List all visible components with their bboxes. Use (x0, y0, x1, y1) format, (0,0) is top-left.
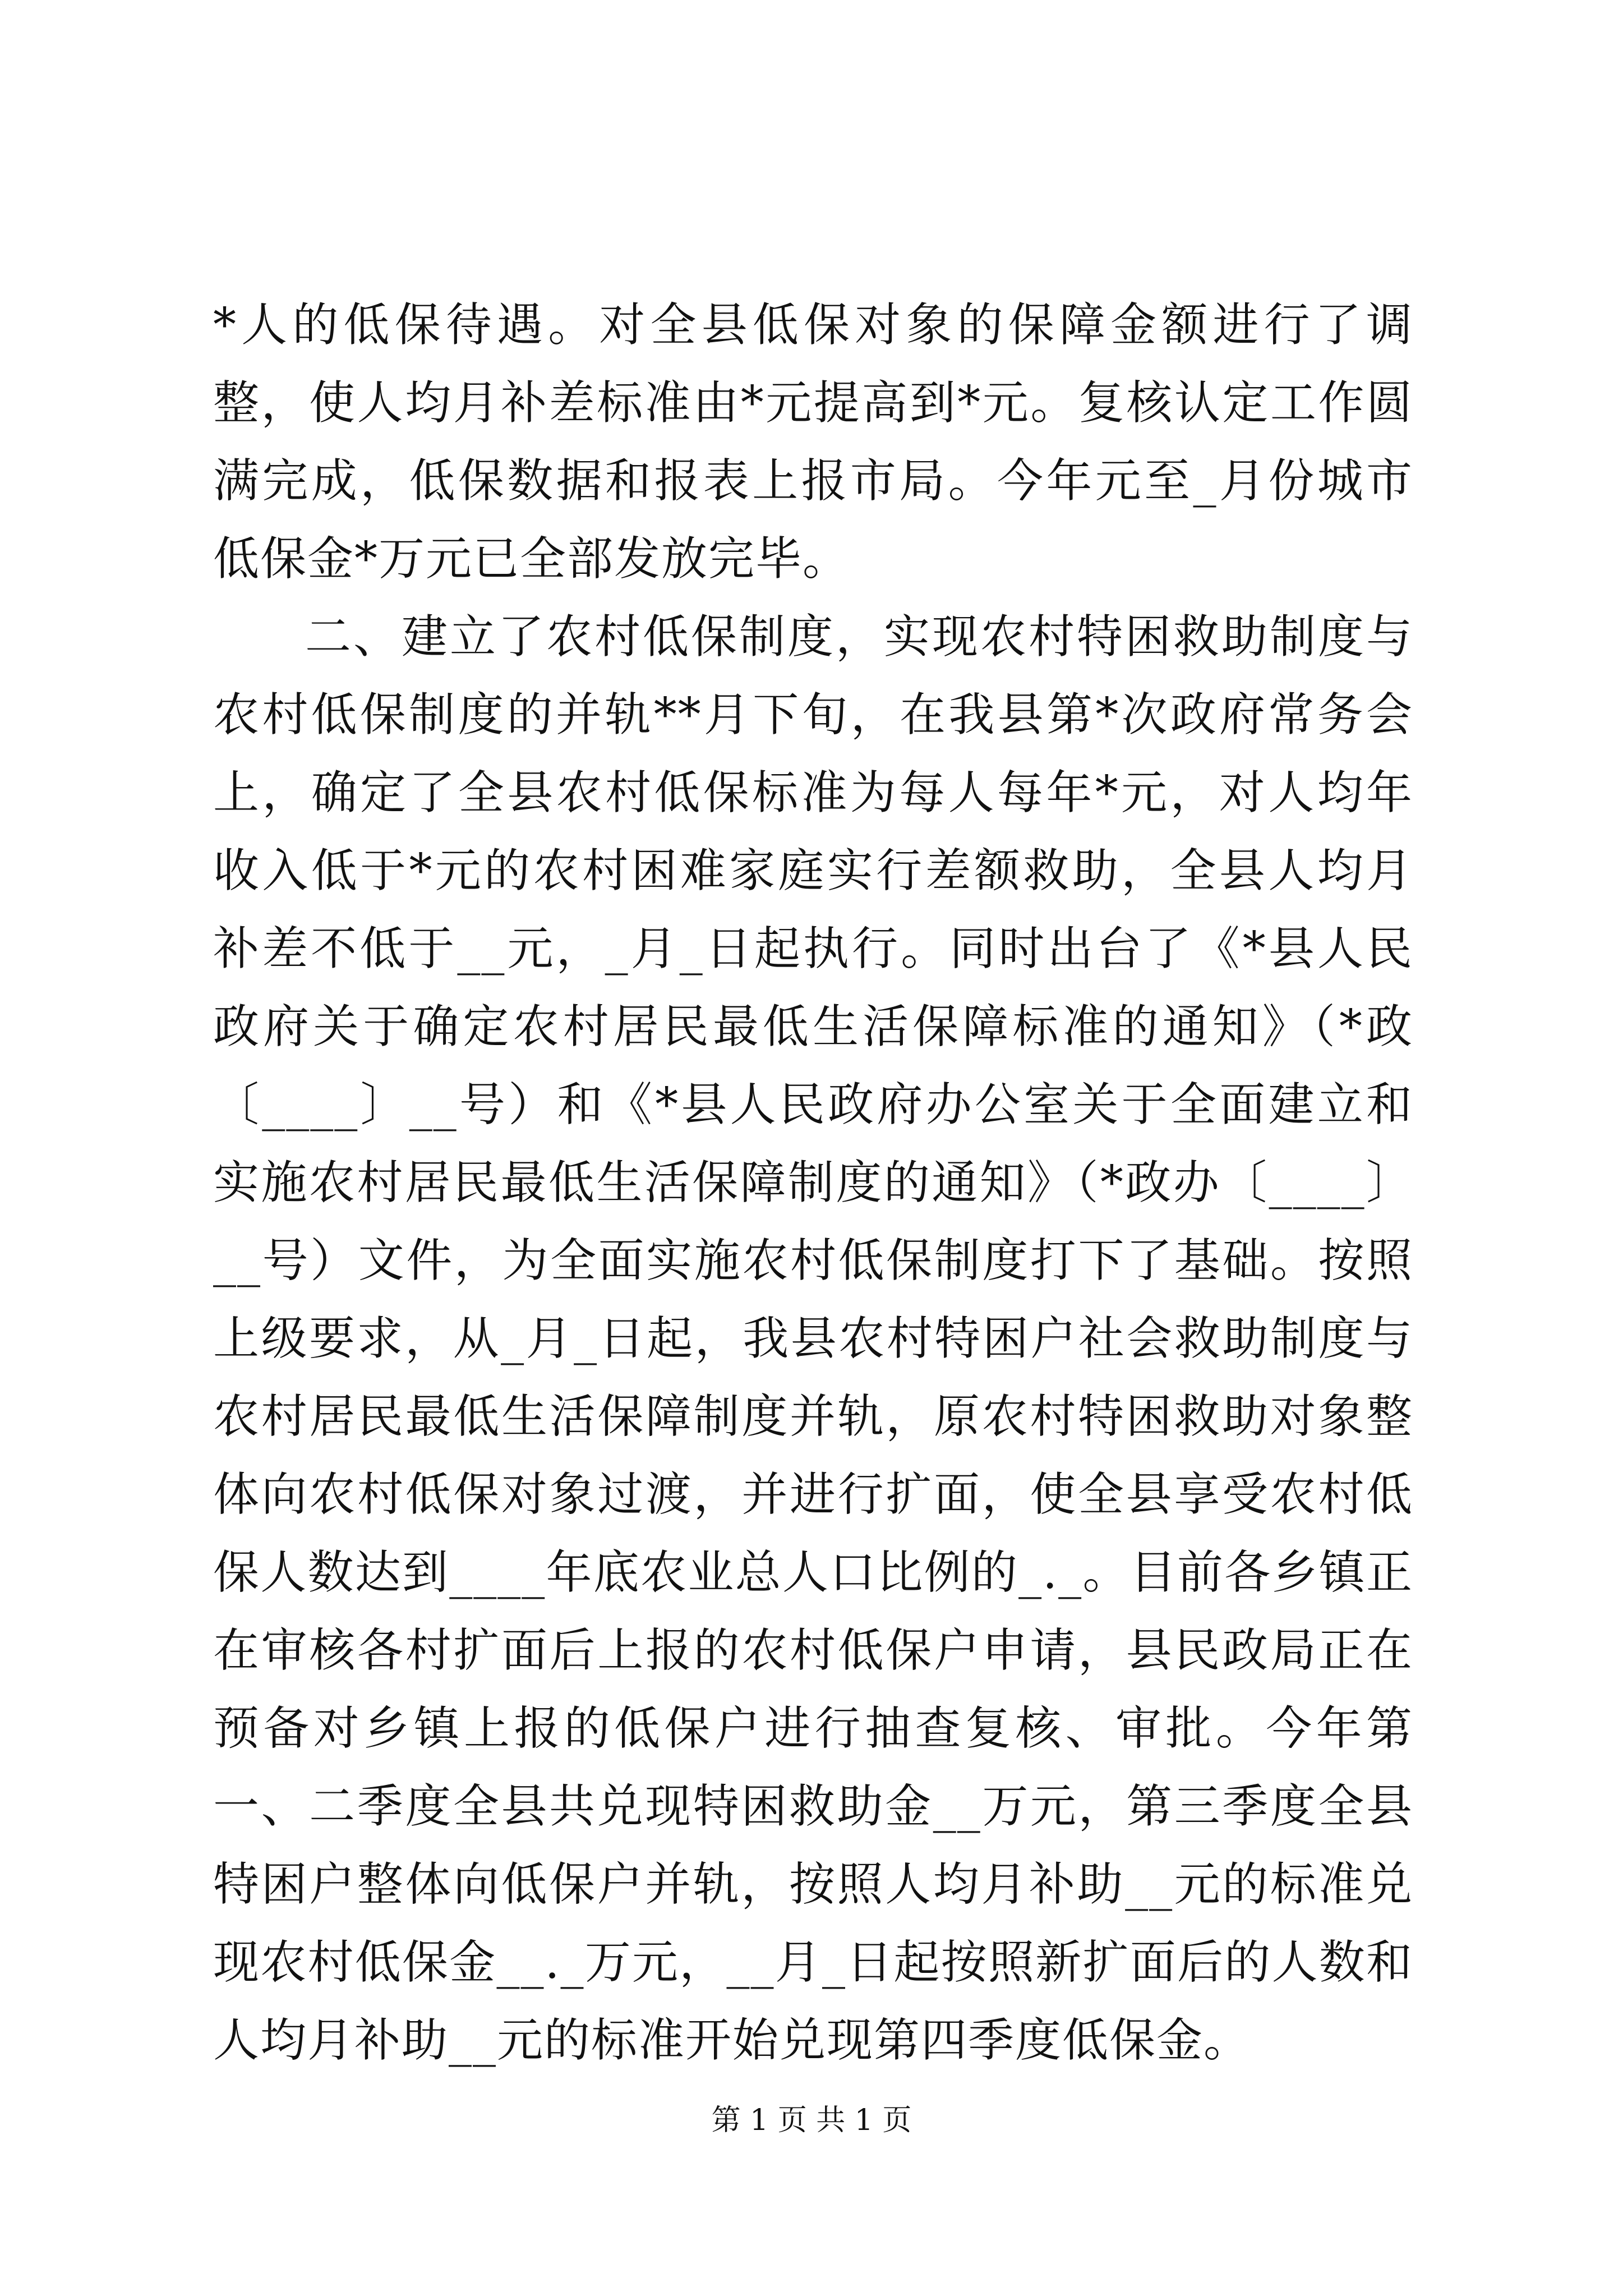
page-footer: 第 1 页 共 1 页 (711, 2104, 912, 2137)
document-body (213, 286, 1413, 2079)
paragraph-1: *人的低保待遇。对全县低保对象的保障金额进行了调整，使人均月补差标准由*元提高到*元。复核认定工作圆满完成，低保数据和报表上报市局。今年元至_月份城市低保金*万元已全部发放完毕。 (213, 298, 1413, 586)
paragraph-2: 二、建立了农村低保制度，实现农村特困救助制度与农村低保制度的并轨**月下旬，在我县第*次政府常务会上，确定了全县农村低保标准为每人每年*元，对人均年收入低于*元的农村困难家庭实行差额救助，全县人均月补差不低于__元，_月_日起执行。同时出台了《*县人民政府关于确定农村居民最低生活保障标准的通知》（*政〔____〕__号）和《*县人民政府办公室关于全面建立和实施农村居民最低生活保障制度的通知》（*政办〔____〕__号）文件，为全面实施农村低保制度打下了基础。按照上级要求，从_月_日起，我县农村特困户社会救助制度与农村居民最低生活保障制度并轨，原农村特困救助对象整体向农村低保对象过渡，并进行扩面，使全县享受农村低保人数达到____年底农业总人口比例的_._。目前各乡镇正在审核各村扩面后上报的农村低保户申请，县民政局正在预备对乡镇上报的低保户进行抽查复核、审批。今年第一、二季度全县共兑现特困救助金__万元，第三季度全县特困户整体向低保户并轨，按照人均月补助__元的标准兑现农村低保金__._万元，__月_日起按照新扩面后的人数和人均月补助__元的标准开始兑现第四季度低保金。 (213, 610, 1413, 2067)
